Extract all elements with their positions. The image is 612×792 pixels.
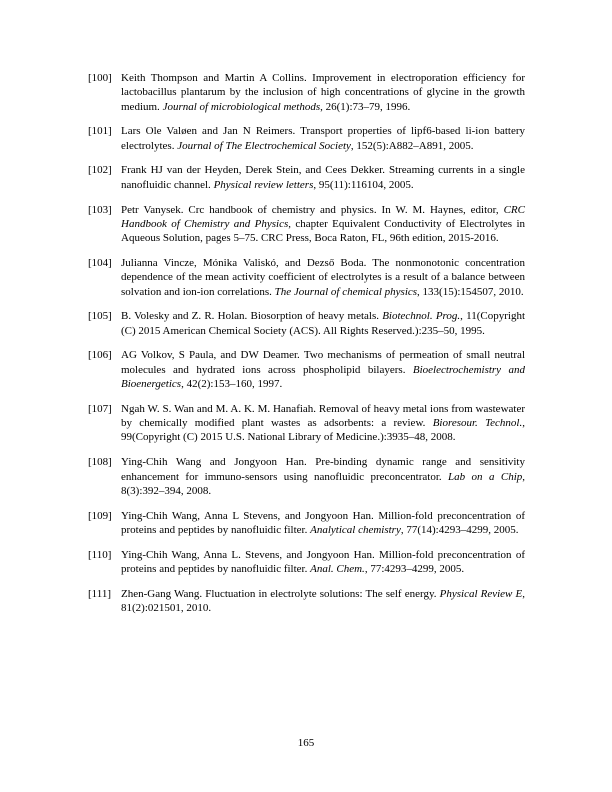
reference-label: [107] [88, 402, 112, 415]
citation-text: B. Volesky and Z. R. Holan. Biosorption of heavy metals. [121, 310, 383, 323]
reference-label: [102] [88, 164, 112, 177]
reference-label: [111] [88, 587, 112, 600]
reference-text [121, 403, 525, 444]
reference-text [121, 204, 525, 245]
citation-text: Keith Thompson and Martin A Collins. Improvement in electroporation efficiency for lactobacillus plantarum by the inclusion of high concentrations of glycine in the growth medium. [121, 72, 525, 113]
citation-text: , 133(15):154507, 2010. [417, 285, 524, 298]
journal-title: Bioelectrochemistry and Bioenergetics [121, 363, 526, 391]
journal-title: Analytical chemistry [310, 523, 401, 536]
citation-text: , 26(1):73–79, 1996. [320, 100, 411, 113]
reference-item [88, 509, 525, 538]
citation-text: Petr Vanysek. Crc handbook of chemistry and physics. In W. M. Haynes, editor, [121, 203, 504, 216]
citation-text: , 11(Copyright (C) 2015 American Chemical Society (ACS). All Rights Reserved.):235–50, 1995. [121, 310, 526, 337]
reference-item [88, 548, 525, 577]
citation-text: Ying-Chih Wang, Anna L Stevens, and Jongyoon Han. Million-fold preconcentration of proteins and peptides by nanofluidic filter. [121, 509, 525, 536]
reference-label: [100] [88, 72, 112, 84]
citation-text: , chapter Equivalent Conductivity of Electrolytes in Aqueous Solution, pages 5–75. CRC Press, Boca Raton, FL, 96th edition, 2015-2016. [121, 217, 525, 245]
citation-text: , 77:4293–4299, 2005. [364, 563, 465, 576]
reference-item [88, 256, 525, 299]
reference-item [88, 455, 525, 498]
reference-text [121, 72, 525, 113]
reference-text [121, 588, 525, 614]
reference-item [88, 587, 525, 616]
reference-text [121, 456, 525, 497]
journal-title: The Journal of chemical physics [274, 285, 418, 298]
citation-text: , 77(14):4293–4299, 2005. [400, 523, 519, 536]
citation-text: , 81(2):021501, 2010. [121, 587, 525, 615]
reference-label: [105] [88, 310, 112, 323]
reference-item [88, 402, 525, 445]
reference-text [121, 257, 525, 298]
citation-text: Lars Ole Valøen and Jan N Reimers. Transport properties of lipf6-based li-ion battery electrolytes. [121, 125, 525, 152]
citation-text: , 99(Copyright (C) 2015 U.S. National Library of Medicine.):3935–48, 2008. [121, 417, 525, 444]
reference-text [121, 310, 525, 336]
citation-text: Julianna Vincze, Mónika Valiskó, and Dezső Boda. The nonmonotonic concentration dependence of the mean activity coefficient of electrolytes is a result of a balance between solvation and ion-ion correlations. [121, 256, 525, 298]
reference-text [121, 349, 525, 390]
reference-text [121, 125, 525, 151]
reference-label: [108] [88, 456, 112, 469]
journal-title: Anal. Chem. [310, 563, 365, 576]
journal-title: CRC Handbook of Chemistry and Physics [121, 203, 525, 230]
reference-item [88, 163, 525, 192]
reference-label: [103] [88, 203, 112, 216]
reference-list [88, 71, 525, 615]
citation-text: AG Volkov, S Paula, and DW Deamer. Two mechanisms of permeation of small neutral molecules and hydrated ions across phospholipid bilayers. [121, 349, 525, 376]
citation-text: Ngah W. S. Wan and M. A. K. M. Hanafiah. Removal of heavy metal ions from wastewater by chemically modified plant wastes as adsorbents: a review. [121, 402, 525, 430]
journal-title: Physical review letters [213, 178, 314, 191]
citation-text: Ying-Chih Wang and Jongyoon Han. Pre-binding dynamic range and sensitivity enhancement for immuno-sensors using nanofluidic preconcentrator. [121, 456, 525, 483]
citation-text: , 8(3):392–394, 2008. [121, 470, 525, 497]
reference-item [88, 348, 525, 391]
reference-item [88, 203, 525, 246]
reference-text [121, 164, 525, 190]
journal-title: Lab on a Chip [448, 470, 523, 483]
reference-label: [110] [88, 548, 112, 561]
journal-title: Journal of The Electrochemical Society [177, 139, 351, 152]
journal-title: Journal of microbiological methods [162, 100, 321, 113]
citation-text: , 95(11):116104, 2005. [313, 178, 414, 191]
citation-text: , 42(2):153–160, 1997. [181, 378, 283, 391]
journal-title: Physical Review E [439, 587, 523, 600]
reference-item [88, 71, 525, 114]
citation-text: Frank HJ van der Heyden, Derek Stein, and Cees Dekker. Streaming currents in a single nanofluidic channel. [121, 164, 525, 191]
reference-item [88, 309, 525, 338]
page-number: 165 [297, 737, 315, 749]
reference-label: [109] [88, 509, 112, 522]
journal-title: Bioresour. Technol. [432, 417, 523, 430]
reference-item [88, 124, 525, 153]
citation-text: Ying-Chih Wang, Anna L. Stevens, and Jongyoon Han. Million-fold preconcentration of proteins and peptides by nanofluidic filter. [121, 548, 525, 576]
reference-text [121, 549, 525, 575]
journal-title: Biotechnol. Prog. [382, 310, 461, 323]
citation-text: , 152(5):A882–A891, 2005. [350, 139, 474, 152]
reference-label: [101] [88, 125, 112, 138]
reference-text [121, 510, 525, 536]
reference-label: [106] [88, 349, 112, 362]
citation-text: Zhen-Gang Wang. Fluctuation in electrolyte solutions: The self energy. [121, 587, 440, 600]
reference-label: [104] [88, 256, 112, 269]
